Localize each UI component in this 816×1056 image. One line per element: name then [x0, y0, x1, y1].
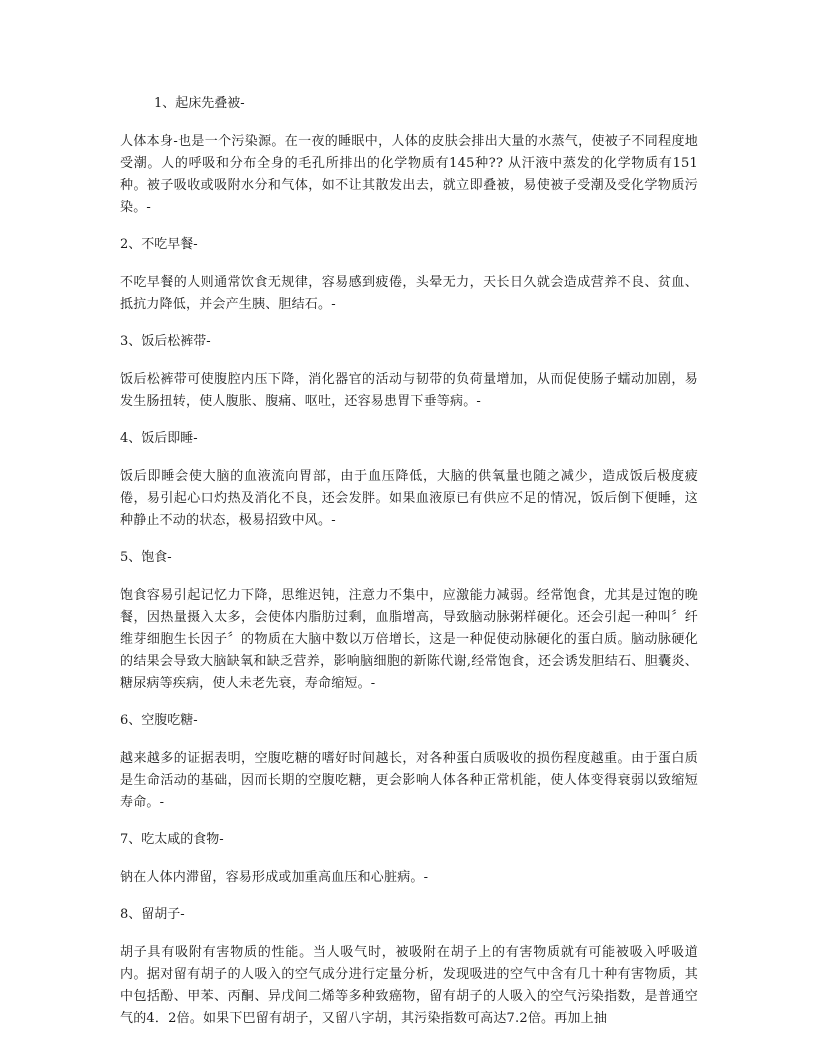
section-3-title: 3、饭后松裤带-: [120, 334, 211, 349]
section-2-paragraph: 不吃早餐的人则通常饮食无规律，容易感到疲倦，头晕无力，天长日久就会造成营养不良、贫血、抵抗力降低，并会产生胰、胆结石。-: [120, 275, 698, 312]
section-1-paragraph: 人体本身-也是一个污染源。在一夜的睡眠中，人体的皮肤会排出大量的水蒸气，使被子不同程度地受潮。人的呼吸和分布全身的毛孔所排出的化学物质有145种?? 从汗液中蒸发的化学物质有151种。被子吸收或吸附水分和气体，如不让其散发出去，就立即叠被，易使被子受潮及受化学物质污染。-: [120, 134, 698, 215]
section-4-title: 4、饭后即睡-: [120, 431, 198, 446]
section-7-title: 7、吃太咸的食物-: [120, 832, 224, 847]
section-6-title: 6、空腹吃糖-: [120, 713, 198, 728]
section-8-paragraph: 胡子具有吸附有害物质的性能。当人吸气时，被吸附在胡子上的有害物质就有可能被吸入呼吸道内。据对留有胡子的人吸入的空气成分进行定量分析，发现吸进的空气中含有几十种有害物质，其中包括酚、甲苯、丙酮、异戊间二烯等多种致癌物，留有胡子的人吸入的空气污染指数，是普通空气的4．2倍。如果下巴留有胡子，又留八字胡，其污染指数可高达7.2倍。再加上抽: [120, 945, 698, 1026]
document-body: [120, 93, 698, 1045]
section-5-title: 5、饱食-: [120, 550, 172, 565]
section-4-paragraph: 饭后即睡会使大脑的血液流向胃部，由于血压降低，大脑的供氧量也随之减少，造成饭后极度疲倦，易引起心口灼热及消化不良，还会发胖。如果血液原已有供应不足的情况，饭后倒下便睡，这种静止不动的状态，极易招致中风。-: [120, 469, 698, 528]
section-1-title: 1、起床先叠被-: [154, 96, 245, 111]
section-5-paragraph: 饱食容易引起记忆力下降，思维迟钝，注意力不集中，应激能力减弱。经常饱食，尤其是过饱的晚餐，因热量摄入太多，会使体内脂肪过剩，血脂增高，导致脑动脉粥样硬化。还会引起一种叫〞纤维芽细胞生长因子〞的物质在大脑中数以万倍增长，这是一种促使动脉硬化的蛋白质。脑动脉硬化的结果会导致大脑缺氧和缺乏营养，影响脑细胞的新陈代谢,经常饱食，还会诱发胆结石、胆囊炎、糖尿病等疾病，使人未老先衰，寿命缩短。-: [120, 588, 698, 691]
section-8-title: 8、留胡子-: [120, 907, 185, 922]
section-7-paragraph: 钠在人体内滞留，容易形成或加重高血压和心脏病。-: [120, 870, 429, 885]
section-6-paragraph: 越来越多的证据表明，空腹吃糖的嗜好时间越长，对各种蛋白质吸收的损伤程度越重。由于蛋白质是生命活动的基础，因而长期的空腹吃糖，更会影响人体各种正常机能，使人体变得衰弱以致缩短寿命。-: [120, 751, 698, 810]
section-2-title: 2、不吃早餐-: [120, 237, 198, 252]
section-3-paragraph: 饭后松裤带可使腹腔内压下降，消化器官的活动与韧带的负荷量增加，从而促使肠子蠕动加剧，易发生肠扭转，使人腹胀、腹痛、呕吐，还容易患胃下垂等病。-: [120, 372, 698, 409]
